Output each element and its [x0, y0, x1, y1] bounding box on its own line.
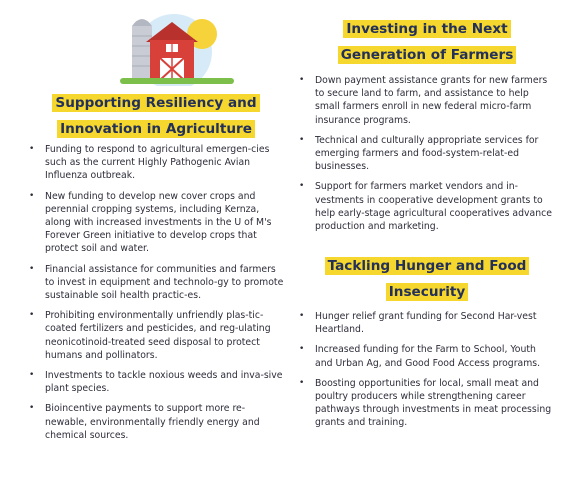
list-item: • Funding to respond to agricultural emergen-cies such as the current Highly Pathogenic Avian Influenza outbreak. — [26, 143, 284, 183]
list-item: • Bioincentive payments to support more re-newable, environmentally friendly energy and chemical sources. — [26, 402, 284, 442]
hunger-list — [296, 310, 552, 437]
next-generation-list — [296, 74, 552, 240]
hunger-heading-line2: Insecurity — [386, 283, 469, 301]
list-item: • Prohibiting environmentally unfriendly plas-tic-coated fertilizers and pesticides, and reg-ulating neonicotinoid-treated seed disposal to protect humans and pollinators. — [26, 309, 284, 362]
list-item: • Boosting opportunities for local, small meat and poultry producers while strengthening career pathways through investments in meat processing grants and training. — [296, 377, 552, 430]
resiliency-heading-line1: Supporting Resiliency and — [52, 94, 259, 112]
list-item: • Increased funding for the Farm to School, Youth and Urban Ag, and Good Food Access programs. — [296, 343, 552, 369]
list-item: • Hunger relief grant funding for Second Har-vest Heartland. — [296, 310, 552, 336]
next-generation-heading — [296, 17, 558, 67]
list-item: • New funding to develop new cover crops and perennial cropping systems, including Kernza, along with increased investments in the U of M's Forever Green initiative to develop crops that protect soil and water. — [26, 190, 284, 256]
next-generation-heading-line2: Generation of Farmers — [338, 46, 517, 64]
resiliency-heading — [26, 91, 286, 141]
list-item: • Down payment assistance grants for new farmers to secure land to farm, and assistance to help small farmers enroll in new federal micro-farm insurance programs. — [296, 74, 552, 127]
hunger-heading-line1: Tackling Hunger and Food — [325, 257, 530, 275]
list-item: • Financial assistance for communities and farmers to invest in equipment and technolo-gy to promote sustainable soil health practic-es. — [26, 263, 284, 303]
barn-illustration — [116, 6, 240, 86]
list-item: • Technical and culturally appropriate services for emerging farmers and food-system-relat-ed businesses. — [296, 134, 552, 174]
list-item: • Investments to tackle noxious weeds and inva-sive plant species. — [26, 369, 284, 395]
hunger-heading — [296, 254, 558, 304]
barn-icon — [116, 6, 240, 86]
list-item: • Support for farmers market vendors and in-vestments in cooperative development grants to help early-stage agricultural cooperatives advance production and marketing. — [296, 180, 552, 233]
resiliency-heading-line2: Innovation in Agriculture — [57, 120, 255, 138]
next-generation-heading-line1: Investing in the Next — [343, 20, 510, 38]
resiliency-list — [26, 143, 284, 449]
